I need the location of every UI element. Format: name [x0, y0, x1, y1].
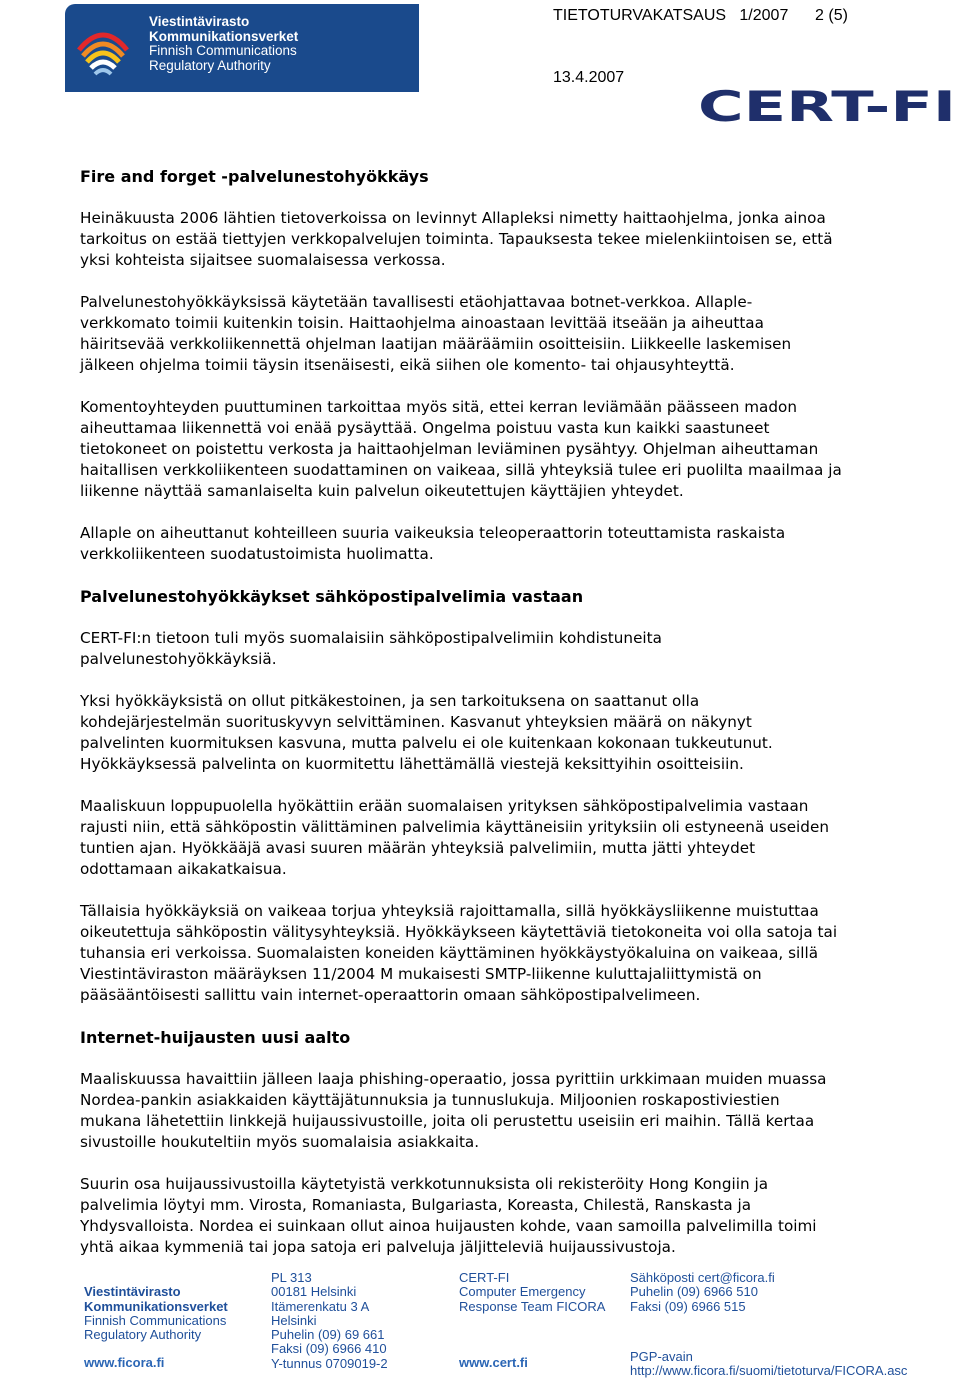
footer-organization: [84, 1271, 228, 1342]
main-content: [80, 166, 960, 1258]
paragraph: Komentoyhteyden puuttuminen tarkoittaa myös sitä, ettei kerran leviämään päässeen madon aiheuttamaa liikennettä voi enää pysäyttää. Ongelma poistuu vasta kun kaikki saastuneet tietokoneet on poistettu verkosta ja haittaohjelman leviäminen pysähtyy. Ohjelman aiheuttaman haitallisen verkkoliikenteen suodattaminen on vaikeaa, sillä yhteyksiä tulee eri puolilta maailmaa ja liikenne näyttää samanlaiselta kuin palvelun oikeutettujen käyttäjien yhteydet.: [80, 398, 842, 500]
paragraph: Tällaisia hyökkäyksiä on vaikeaa torjua yhteyksiä rajoittamalla, sillä hyökkäysliikenne muistuttaa oikeutettuja sähköpostin välitysyhteyksiä. Hyökkäykseen käytettäviä tietokoneita voi olla satoja tai tuhansia eri verkoissa. Suomalaisten koneiden käyttäminen hyökkäystyökaluina on vaikeaa, sillä Viestintäviraston määräyksen 11/2004 M mukaisesti SMTP-liikenne kuluttajaliittymistä on pääsääntöisesti sallittu vain internet-operaattorin omaan sähköpostipalvelimeen.: [80, 902, 838, 1004]
page-footer: [0, 1271, 960, 1380]
paragraph: Yksi hyökkäyksistä on ollut pitkäkestoinen, ja sen tarkoituksena on saattanut olla kohdejärjestelmän suorituskyvyn selvittäminen. Kasvanut yhteyksien määrä on näkynyt palvelinten kuormituksen kasvuna, mutta palvelu ei ole kuitenkaan kokonaan tukkeutunut. Hyökkäyksessä palvelinta on kuormitettu lähettämällä viestejä keksittyihin osoitteisiin.: [80, 692, 773, 773]
paragraph: Maaliskuussa havaittiin jälleen laaja phishing-operaatio, jossa pyrittiin urkkimaan muiden muassa Nordea-pankin asiakkaiden käyttäjätunnuksia ja tunnuslukuja. Miljoonien roskapostiviestien mukana lähetettiin linkkejä huijaussivustoille, joita oli perustettu useisiin eri maihin. Tällä kertaa sivustoille houkuteltiin myös suomalaisia asiakkaita.: [80, 1070, 827, 1151]
paragraph: Maaliskuun loppupuolella hyökättiin erään suomalaisen yrityksen sähköpostipalvelimia vastaan rajusti niin, että sähköpostin välittäminen palvelimia käyttäneisiin yrityksiin oli estyneenä useiden tuntien ajan. Hyökkääjä avasi suuren määrän yhteyksiä palvelimiin, mutta jätti yhteydet odottamaan aikakatkaisua.: [80, 797, 829, 878]
footer-pgp-key[interactable]: PGP-avain http://www.ficora.fi/suomi/tietoturva/FICORA.asc: [630, 1349, 908, 1379]
logo-line-4: Regulatory Authority: [149, 57, 271, 73]
footer-org-english: Finnish Communications Regulatory Authority: [84, 1312, 227, 1343]
paragraph: Heinäkuusta 2006 lähtien tietoverkoissa on levinnyt Allapleksi nimetty haittaohjelma, jonka ainoa tarkoitus on estää tiettyjen verkkopalvelujen toiminta. Tapauksesta tekee mielenkiintoisen se, että yksi kohteista sijaitsee suomalaisessa verkossa.: [80, 209, 833, 269]
paragraph: CERT-FI:n tietoon tuli myös suomalaisiin sähköpostipalvelimiin kohdistuneita palvelunestohyökkäyksiä.: [80, 629, 662, 668]
cert-website-link[interactable]: www.cert.fi: [459, 1355, 528, 1370]
footer-address: PL 313 00181 Helsinki Itämerenkatu 3 A Helsinki Puhelin (09) 69 661 Faksi (09) 6966 410 Y-tunnus 0709019-2: [271, 1270, 388, 1371]
paragraph: Palvelunestohyökkäyksissä käytetään tavallisesti etäohjattavaa botnet-verkkoa. Allaple- verkkomato toimii kuitenkin toisin. Haittaohjelma ainoastaan levittää itseään ja aiheuttaa häiritsevää verkkoliikennettä ohjelman laatijan määräämiin osoitteisiin. Liikkeelle laskemisen jälkeen ohjelma toimii täysin itsenäisesti, eikä siihen ole komento- tai ohjausyhteyttä.: [80, 293, 792, 374]
logo-line-1: Viestintävirasto: [149, 14, 250, 29]
paragraph: Allaple on aiheuttanut kohteilleen suuria vaikeuksia teleoperaattorin toteuttamista raskaista verkkoliikenteen suodatustoimista huolimatta.: [80, 524, 786, 563]
footer-contact: Sähköposti cert@ficora.fi Puhelin (09) 6966 510 Faksi (09) 6966 515: [630, 1270, 775, 1314]
document-title-line: TIETOTURVAKATSAUS 1/2007 2 (5): [553, 7, 848, 24]
cert-fi-logo-text: CERT-FI: [698, 88, 956, 124]
paragraph: Suurin osa huijaussivustoilla käytetyistä verkkotunnuksista oli rekisteröity Hong Kongiin ja palvelimia löytyi mm. Virosta, Romaniasta, Bulgariasta, Koreasta, Chilestä, Ranskasta ja Yhdysvalloista. Nordea ei suinkaan ollut ainoa huijausten kohde, vaan samoilla palvelimilla toimi yhtä aikaa kymmeniä tai jopa satoja eri palveluja jäljitteleviä huijaussivustoja.: [80, 1175, 817, 1256]
ficora-emblem-icon: [75, 20, 131, 78]
section-title: Palvelunestohyökkäykset sähköpostipalvelimia vastaan: [80, 587, 584, 606]
document-date: 13.4.2007: [553, 69, 625, 86]
footer-org-names: Viestintävirasto Kommunikationsverket: [84, 1284, 228, 1314]
logo-line-2: Kommunikationsverket: [149, 28, 299, 44]
ficora-logo: [65, 4, 419, 92]
cert-fi-logo: [698, 88, 958, 124]
section-title: Fire and forget -palvelunestohyökkäys: [80, 167, 429, 186]
section-title: Internet-huijausten uusi aalto: [80, 1028, 351, 1047]
footer-cert: CERT-FI Computer Emergency Response Team FICORA: [459, 1270, 606, 1314]
logo-line-3: Finnish Communications: [149, 43, 297, 58]
ficora-website-link[interactable]: www.ficora.fi: [84, 1355, 165, 1370]
